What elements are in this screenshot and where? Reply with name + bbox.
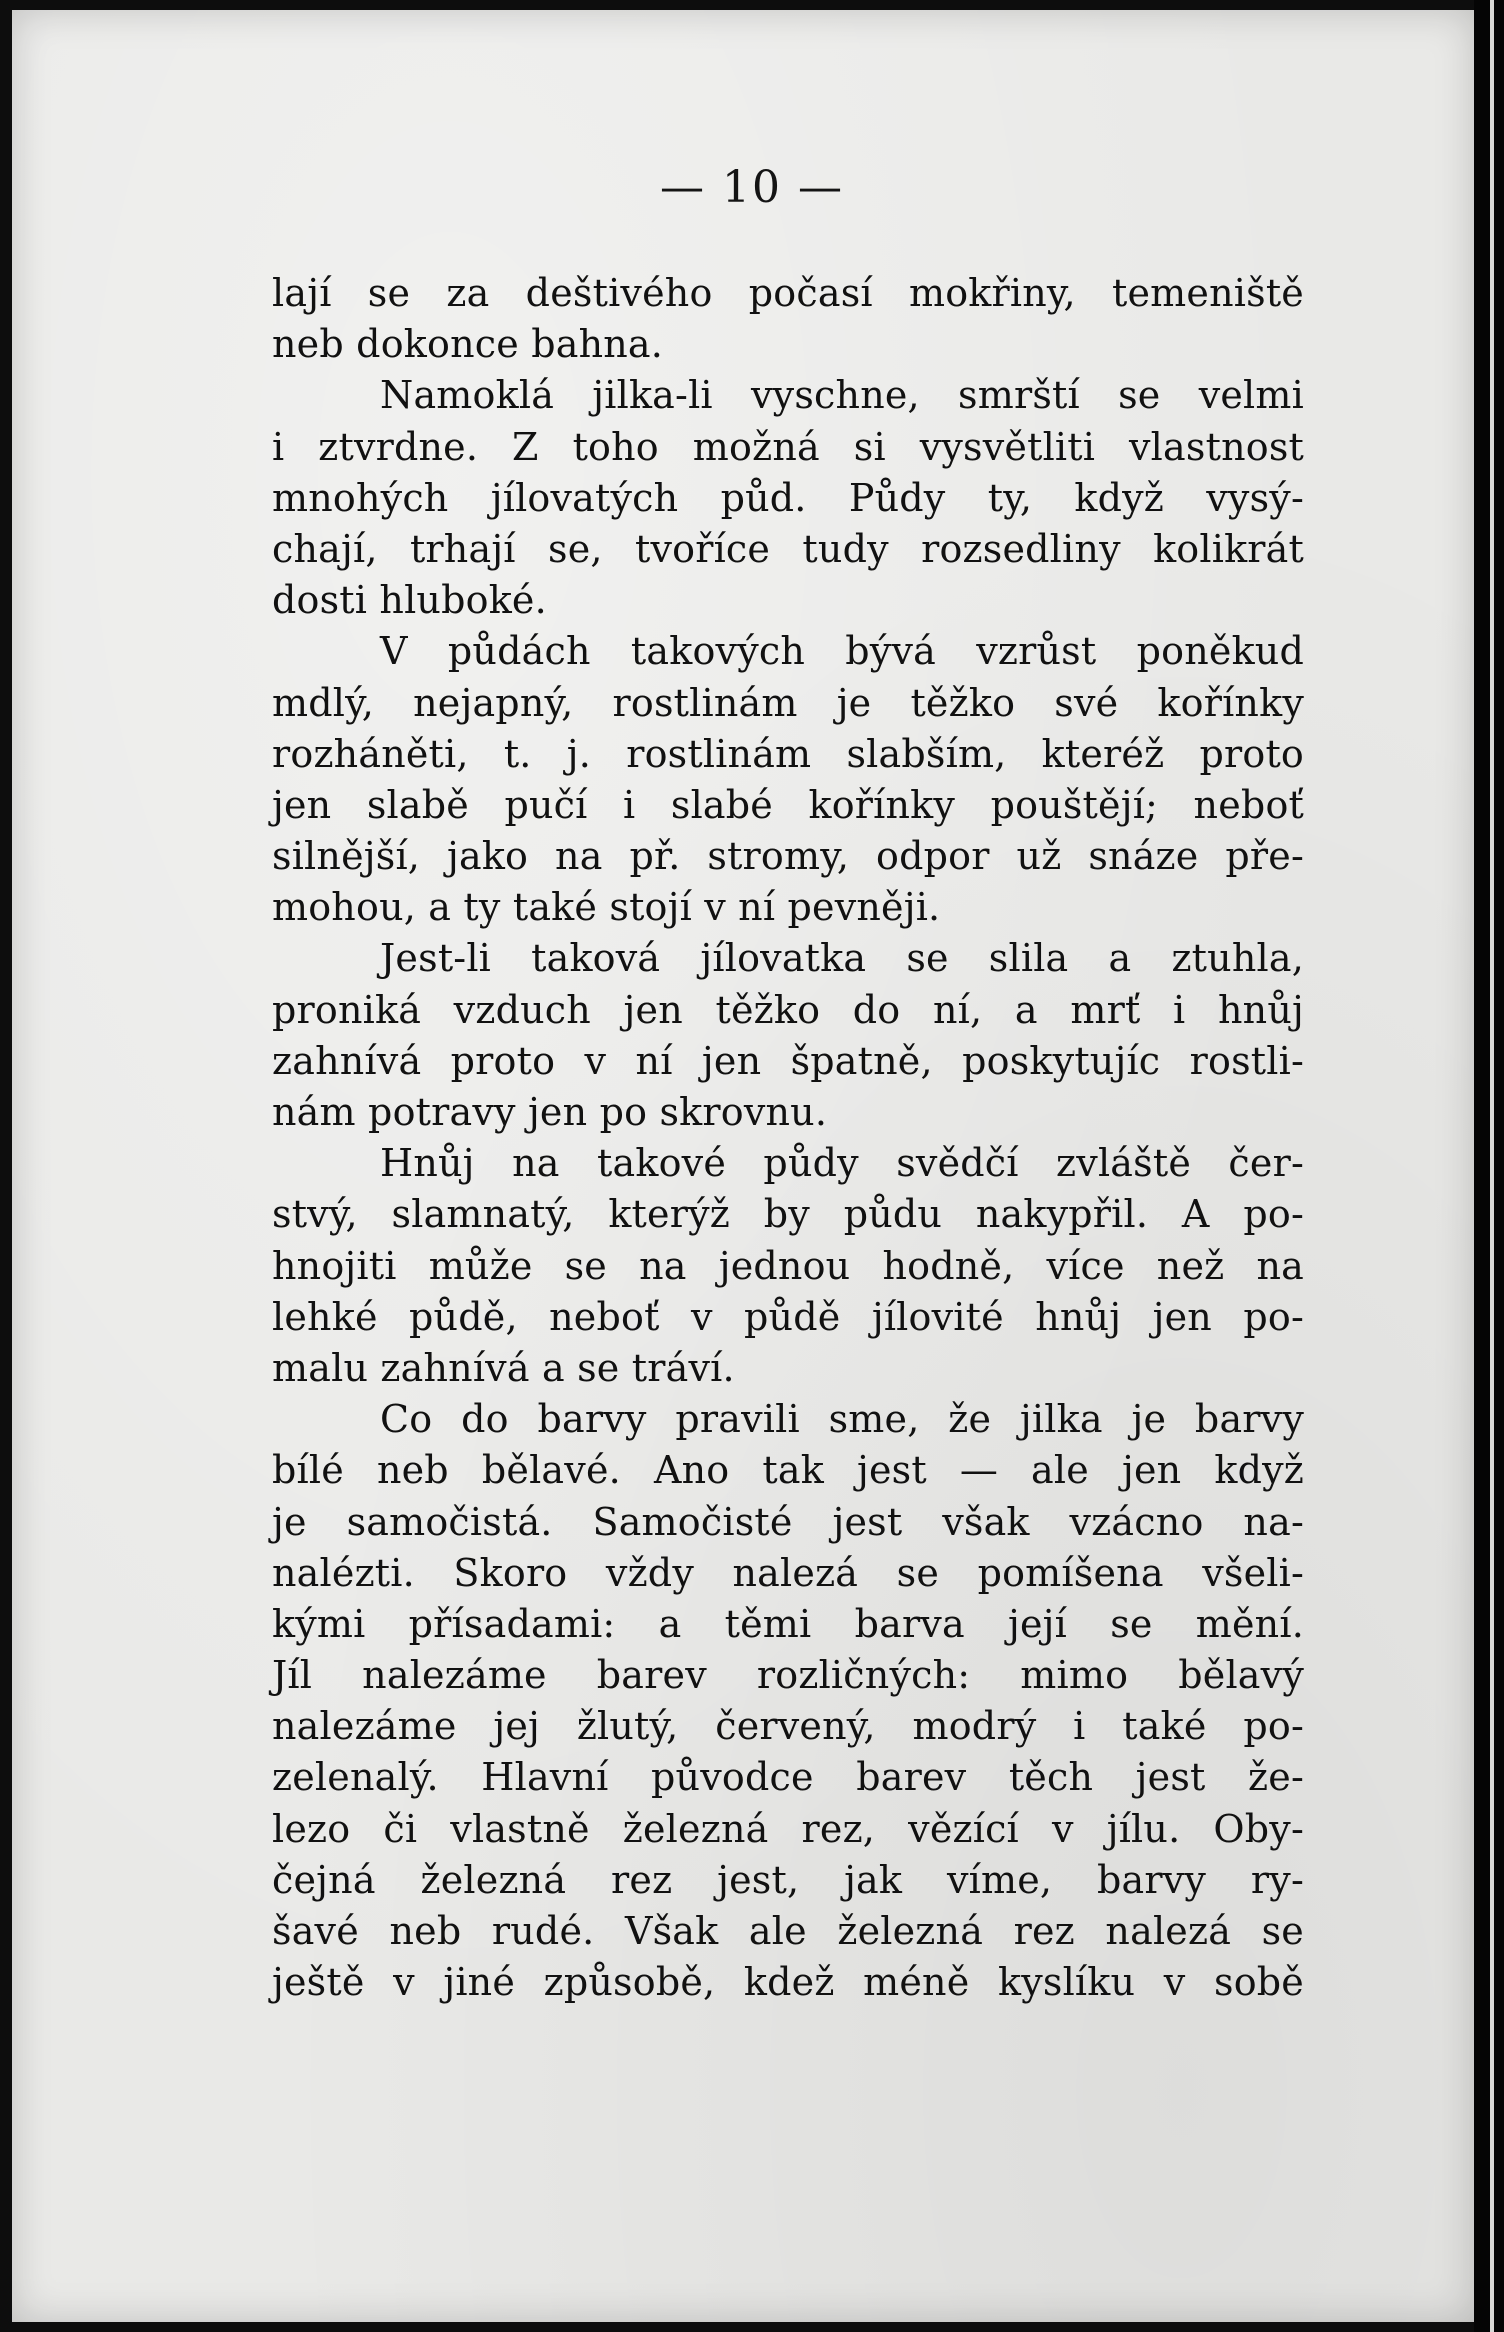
text-line: malu zahnívá a se tráví. — [272, 1345, 735, 1390]
text-line: silnější, jako na př. stromy, odpor už snáze pře- — [272, 834, 1304, 879]
text-line: lají se za deštivého počasí mokřiny, temeniště — [272, 271, 1304, 315]
text-line: lehké půdě, neboť v půdě jílovité hnůj jen po- — [272, 1294, 1304, 1339]
text-line: šavé neb rudé. Však ale železná rez nalezá se — [272, 1909, 1304, 1953]
text-line: proniká vzduch jen těžko do ní, a mrť i hnůj — [272, 987, 1304, 1032]
text-line: rozháněti, t. j. rostlinám slabším, kteréž proto — [272, 731, 1304, 776]
text-line: zahnívá proto v ní jen špatně, poskytujíc rostli- — [272, 1038, 1304, 1083]
scan-border — [1474, 0, 1504, 2332]
text-line: jen slabě pučí i slabé kořínky pouštějí; neboť — [272, 782, 1304, 827]
text-line: mnohých jílovatých půd. Půdy ty, když vysý- — [272, 475, 1304, 520]
paragraph-first-line: Hnůj na takové půdy svědčí zvláště čer- — [380, 1141, 1304, 1186]
paragraph-first-line: V půdách takových bývá vzrůst poněkud — [380, 629, 1304, 674]
text-line: je samočistá. Samočisté jest však vzácno na- — [272, 1499, 1304, 1544]
text-line: nám potravy jen po skrovnu. — [272, 1090, 828, 1134]
text-line: kými přísadami: a těmi barva její se mění. — [272, 1601, 1304, 1646]
text-line: zelenalý. Hlavní původce barev těch jest že- — [272, 1755, 1304, 1800]
paragraph-first-line: Namoklá jilka-li vyschne, smrští se velmi — [380, 373, 1304, 418]
text-line: neb dokonce bahna. — [272, 322, 664, 367]
paragraph-first-line: Co do barvy pravili sme, že jilka je barvy — [380, 1397, 1304, 1442]
text-line: mohou, a ty také stojí v ní pevněji. — [272, 885, 941, 930]
text-line: hnojiti může se na jednou hodně, více než na — [272, 1243, 1304, 1288]
paragraph-first-line: Jest-li taková jílovatka se slila a ztuhla, — [380, 936, 1304, 981]
text-line: nalézti. Skoro vždy nalezá se pomíšena všeli- — [272, 1550, 1304, 1595]
text-line: Jíl nalezáme barev rozličných: mimo bělavý — [272, 1653, 1304, 1698]
text-line: mdlý, nejapný, rostlinám je těžko své kořínky — [272, 680, 1304, 725]
text-line: chají, trhají se, tvoříce tudy rozsedliny kolikrát — [272, 526, 1304, 571]
text-line: bílé neb bělavé. Ano tak jest — ale jen když — [272, 1448, 1304, 1493]
body-text — [272, 268, 1304, 2008]
text-line: dosti hluboké. — [272, 578, 547, 623]
text-line: i ztvrdne. Z toho možná si vysvětliti vlastnost — [272, 424, 1304, 469]
page-number: — 10 — — [660, 162, 844, 213]
text-line: čejná železná rez jest, jak víme, barvy ry- — [272, 1857, 1304, 1902]
page-edge-rule — [1490, 0, 1494, 2332]
text-line: lezo či vlastně železná rez, vězící v jílu. Oby- — [272, 1806, 1304, 1851]
text-line: stvý, slamnatý, kterýž by půdu nakypřil. A po- — [272, 1192, 1304, 1237]
text-line: nalezáme jej žlutý, červený, modrý i také po- — [272, 1704, 1304, 1749]
text-line: ještě v jiné způsobě, kdež méně kyslíku v sobě — [272, 1960, 1304, 2005]
